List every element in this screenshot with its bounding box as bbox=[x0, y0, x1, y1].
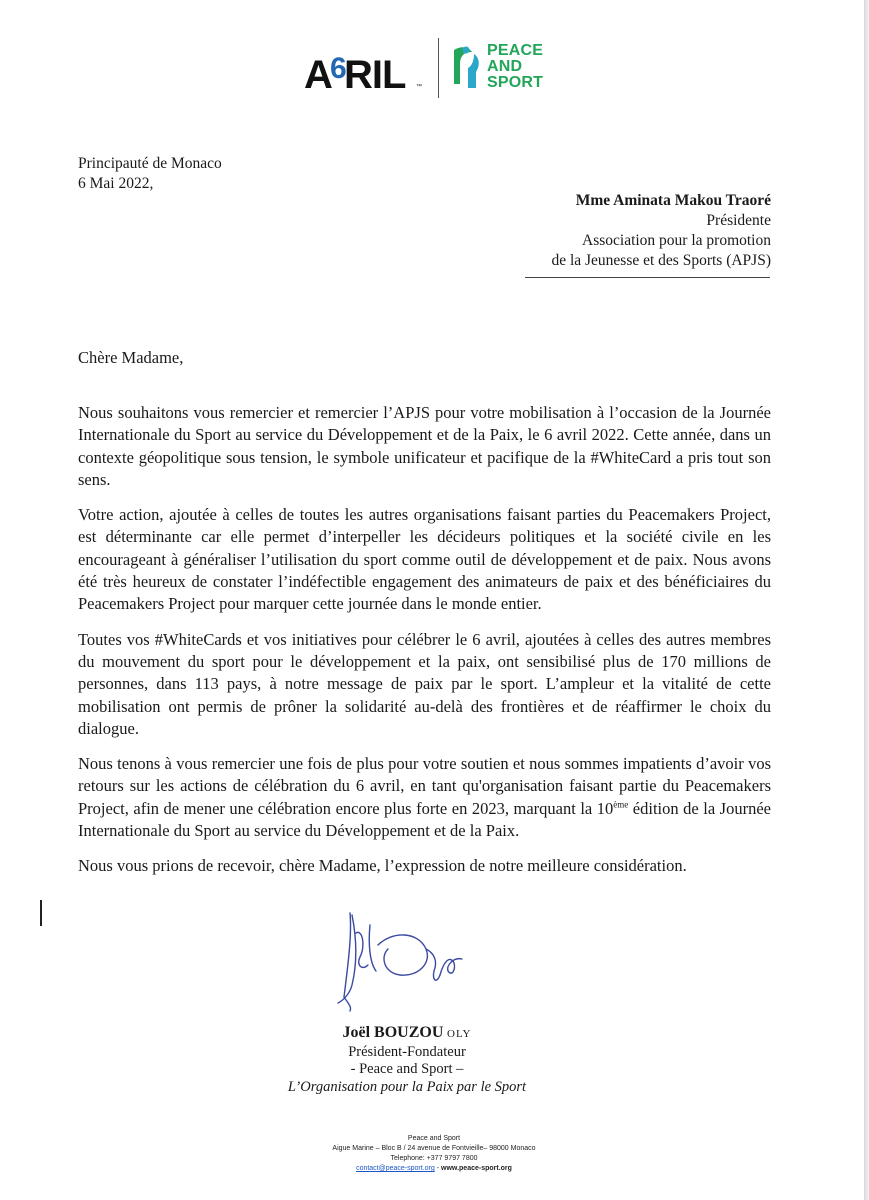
page-edge bbox=[864, 0, 869, 1200]
ordinal-superscript: ème bbox=[613, 799, 629, 810]
place-date-block bbox=[78, 154, 222, 194]
date: 6 Mai 2022, bbox=[78, 175, 154, 192]
recipient-block bbox=[551, 191, 771, 271]
wordmark-line: PEACE bbox=[487, 42, 544, 59]
footer-address: Aigue Marine – Bloc B / 24 avenue de Fontvieille– 98000 Monaco bbox=[332, 1145, 536, 1152]
signer-name-line bbox=[272, 1024, 542, 1044]
letter-body bbox=[78, 402, 771, 891]
salutation: Chère Madame, bbox=[78, 348, 184, 367]
wordmark-line: AND bbox=[487, 58, 523, 75]
body-paragraph: Nous souhaitons vous remercier et remercier l’APJS pour votre mobilisation à l’occasion de la Journée Internationale du Sport au service du Développement et de la Paix, le 6 avril 2022. Cette année, dans un contexte géopolitique sous tension, le symbole unificateur et pacifique de la #WhiteCard a pris tout son sens. bbox=[78, 403, 771, 489]
footer-email-link[interactable]: contact@peace-sport.org bbox=[356, 1165, 435, 1172]
signer-org: - Peace and Sport – bbox=[350, 1061, 464, 1077]
text-cursor bbox=[40, 900, 42, 926]
logo-divider bbox=[438, 38, 439, 98]
peace-and-sport-wordmark bbox=[487, 43, 543, 91]
body-paragraph: Votre action, ajoutée à celles de toutes les autres organisations faisant parties du Peacemakers Project, est déterminante car elle permet d’interpeller les décideurs politiques et la société civile en les encourageant à généraliser l’utilisation du sport comme outil de développement et de paix. Nous avons été très heureux de constater l’indéfectible engagement des animateurs de paix et des bénéficiaires du Peacemakers Project pour marquer cette journée dans le monde entier. bbox=[78, 505, 771, 614]
paragraph-text: édition de la Journée Internationale du Sport au service du Développement et de la Paix. bbox=[78, 798, 771, 841]
wordmark-line: SPORT bbox=[487, 74, 544, 91]
footer-org: Peace and Sport bbox=[407, 1135, 461, 1142]
body-paragraph bbox=[78, 753, 771, 842]
letter-footer bbox=[254, 1134, 614, 1174]
body-paragraph: Toutes vos #WhiteCards et vos initiatives pour célébrer le 6 avril, ajoutées à celles des autres membres du mouvement du sport pour le développement et la paix, ont sensibilisé plus de 170 millions de personnes, dans 113 pays, à notre message de paix par le sport. L’ampleur et la vitalité de cette mobilisation ont permis de prôner la solidarité au-delà des frontières et de réaffirmer le choix du dialogue. bbox=[78, 629, 771, 738]
footer-separator: - bbox=[434, 1165, 441, 1172]
svg-text:RIL: RIL bbox=[344, 53, 406, 97]
signer-name: Joël BOUZOU bbox=[342, 1024, 444, 1041]
signer-suffix: OLY bbox=[447, 1028, 472, 1040]
recipient-org-line1: Association pour la promotion bbox=[582, 232, 771, 249]
signer-motto: L’Organisation pour la Paix par le Sport bbox=[287, 1078, 527, 1095]
svg-text:™: ™ bbox=[416, 84, 422, 90]
footer-website-link[interactable]: www.peace-sport.org bbox=[441, 1165, 512, 1172]
closing-paragraph: Nous vous prions de recevoir, chère Madame, l’expression de notre meilleure considération. bbox=[78, 856, 687, 876]
footer-contact-line bbox=[254, 1164, 614, 1174]
recipient-org-line2: de la Jeunesse et des Sports (APJS) bbox=[551, 252, 771, 269]
recipient-title: Présidente bbox=[706, 212, 771, 229]
paragraph-text: Nous tenons à vous remercier une fois de plus pour votre soutien et nous sommes impatients d’avoir vos retours sur les actions de célébration du 6 avril, en tant qu'organisation faisant partie du Peacemakers Project, afin de mener une célébration encore plus forte en 2023, marquant la 10 bbox=[78, 754, 771, 818]
svg-text:6: 6 bbox=[330, 52, 347, 85]
april-logo bbox=[304, 46, 428, 98]
signer-role: Président-Fondateur bbox=[348, 1043, 466, 1060]
recipient-underline bbox=[525, 277, 770, 278]
letterhead-logos bbox=[304, 38, 554, 100]
handwritten-signature bbox=[322, 905, 482, 1015]
footer-phone: Telephone: +377 9797 7800 bbox=[390, 1155, 478, 1162]
peace-and-sport-emblem bbox=[450, 44, 484, 90]
svg-text:A: A bbox=[304, 53, 333, 97]
signer-block bbox=[272, 1024, 542, 1096]
recipient-name: Mme Aminata Makou Traoré bbox=[575, 192, 771, 209]
place: Principauté de Monaco bbox=[78, 155, 222, 172]
